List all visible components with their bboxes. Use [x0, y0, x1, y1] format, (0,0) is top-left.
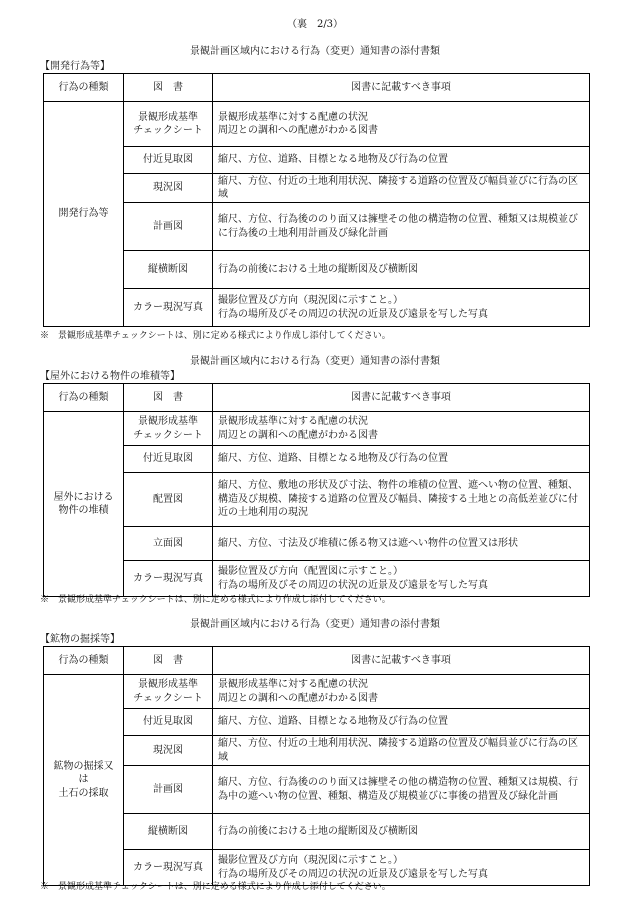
table-row — [44, 527, 590, 561]
document-name: 縦横断図 — [124, 814, 213, 850]
section-title: 景観計画区域内における行為（変更）通知書の添付書類 — [190, 46, 440, 57]
table-row — [44, 102, 590, 147]
document-name: カラー現況写真 — [124, 561, 213, 597]
page-number: （裏 2/3） — [286, 19, 344, 30]
header-document: 図 書 — [124, 74, 213, 102]
document-name: 付近見取図 — [124, 446, 213, 473]
document-name: 景観形成基準 チェックシート — [124, 675, 213, 709]
act-kind: 開発行為等 — [44, 102, 124, 327]
section-tag: 【鉱物の掘採等】 — [40, 634, 120, 645]
document-name: 付近見取図 — [124, 147, 213, 174]
document-name: 現況図 — [124, 174, 213, 203]
document-content: 縮尺、方位、寸法及び堆積に係る物又は遮へい物件の位置又は形状 — [213, 527, 590, 561]
document-content: 撮影位置及び方向（配置図に示すこと。） 行為の場所及びその周辺の状況の近景及び遠景を写した写真 — [213, 561, 590, 597]
table-row — [44, 203, 590, 251]
table-header-row — [44, 384, 590, 412]
table-row — [44, 675, 590, 709]
table-row — [44, 289, 590, 327]
table-row — [44, 412, 590, 446]
table-header-row — [44, 647, 590, 675]
document-content: 縮尺、方位、敷地の形状及び寸法、物件の堆積の位置、遮へい物の位置、種類、構造及び規模、隣接する道路の位置及び幅員、隣接する土地との高低差並びに付近の土地利用の現況 — [213, 473, 590, 527]
document-content: 縮尺、方位、行為後ののり面又は擁壁その他の構造物の位置、種類又は規模並びに行為後の土地利用計画及び緑化計画 — [213, 203, 590, 251]
attachment-table — [43, 73, 590, 327]
section-title: 景観計画区域内における行為（変更）通知書の添付書類 — [190, 619, 440, 630]
document-name: 付近見取図 — [124, 709, 213, 736]
document-content: 縮尺、方位、道路、目標となる地物及び行為の位置 — [213, 709, 590, 736]
document-name: 計画図 — [124, 203, 213, 251]
table-row — [44, 766, 590, 814]
footnote: ※ 景観形成基準チェックシートは、別に定める様式により作成し添付してください。 — [40, 882, 391, 892]
document-name: 景観形成基準 チェックシート — [124, 102, 213, 147]
document-content: 縮尺、方位、道路、目標となる地物及び行為の位置 — [213, 147, 590, 174]
document-name: カラー現況写真 — [124, 289, 213, 327]
header-document: 図 書 — [124, 647, 213, 675]
act-kind: 屋外における 物件の堆積 — [44, 412, 124, 597]
table-row — [44, 446, 590, 473]
document-name: 景観形成基準 チェックシート — [124, 412, 213, 446]
section-tag: 【開発行為等】 — [40, 61, 110, 72]
document-name: 配置図 — [124, 473, 213, 527]
document-content: 縮尺、方位、道路、目標となる地物及び行為の位置 — [213, 446, 590, 473]
document-content: 景観形成基準に対する配慮の状況 周辺との調和への配慮がわかる図書 — [213, 675, 590, 709]
document-name: 立面図 — [124, 527, 213, 561]
header-kind: 行為の種類 — [44, 647, 124, 675]
document-content: 行為の前後における土地の縦断図及び横断図 — [213, 814, 590, 850]
document-content: 縮尺、方位、付近の土地利用状況、隣接する道路の位置及び幅員並びに行為の区域 — [213, 174, 590, 203]
document-content: 景観形成基準に対する配慮の状況 周辺との調和への配慮がわかる図書 — [213, 102, 590, 147]
document-name: 縦横断図 — [124, 251, 213, 289]
document-content: 縮尺、方位、付近の土地利用状況、隣接する道路の位置及び幅員並びに行為の区域 — [213, 736, 590, 766]
section-title: 景観計画区域内における行為（変更）通知書の添付書類 — [190, 356, 440, 367]
table-header-row — [44, 74, 590, 102]
footnote: ※ 景観形成基準チェックシートは、別に定める様式により作成し添付してください。 — [40, 595, 391, 605]
header-content: 図書に記載すべき事項 — [213, 384, 590, 412]
header-kind: 行為の種類 — [44, 74, 124, 102]
document-content: 縮尺、方位、行為後ののり面又は擁壁その他の構造物の位置、種類又は規模、行為中の遮へい物の位置、種類、構造及び規模並びに事後の措置及び緑化計画 — [213, 766, 590, 814]
table-row — [44, 473, 590, 527]
attachment-table — [43, 383, 590, 597]
header-content: 図書に記載すべき事項 — [213, 647, 590, 675]
document-content: 行為の前後における土地の縦断図及び横断図 — [213, 251, 590, 289]
header-document: 図 書 — [124, 384, 213, 412]
table-row — [44, 736, 590, 766]
document-content: 撮影位置及び方向（現況図に示すこと。） 行為の場所及びその周辺の状況の近景及び遠景を写した写真 — [213, 289, 590, 327]
document-content: 景観形成基準に対する配慮の状況 周辺との調和への配慮がわかる図書 — [213, 412, 590, 446]
document-content: 撮影位置及び方向（現況図に示すこと。） 行為の場所及びその周辺の状況の近景及び遠景を写した写真 — [213, 850, 590, 886]
section-tag: 【屋外における物件の堆積等】 — [40, 371, 180, 382]
table-row — [44, 561, 590, 597]
act-kind: 鉱物の掘採又は 土石の採取 — [44, 675, 124, 886]
table-row — [44, 251, 590, 289]
footnote: ※ 景観形成基準チェックシートは、別に定める様式により作成し添付してください。 — [40, 331, 391, 341]
header-kind: 行為の種類 — [44, 384, 124, 412]
attachment-table — [43, 646, 590, 886]
table-row — [44, 814, 590, 850]
table-row — [44, 147, 590, 174]
document-name: 現況図 — [124, 736, 213, 766]
table-row — [44, 709, 590, 736]
table-row — [44, 174, 590, 203]
document-name: 計画図 — [124, 766, 213, 814]
document-name: カラー現況写真 — [124, 850, 213, 886]
header-content: 図書に記載すべき事項 — [213, 74, 590, 102]
